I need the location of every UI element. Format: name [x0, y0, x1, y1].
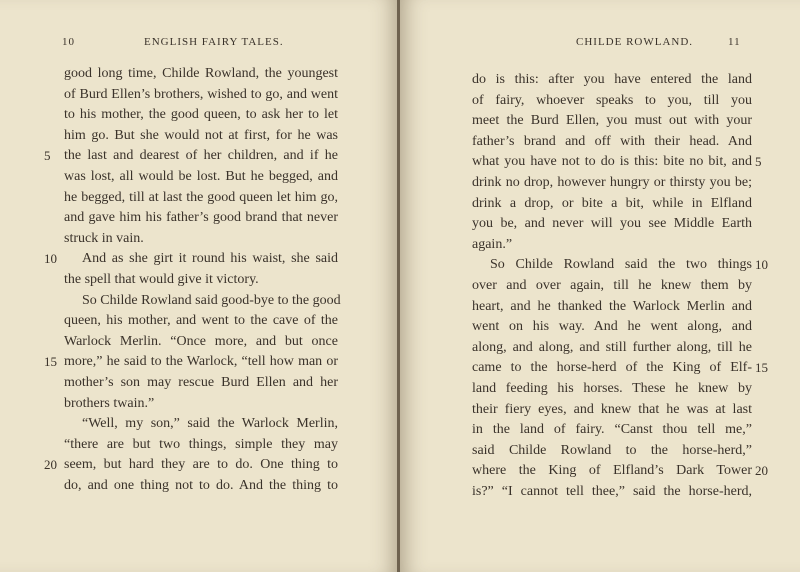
- left-page-number: 10: [62, 36, 75, 48]
- text-line: of fairy, whoever speaks to you, till you: [472, 92, 752, 108]
- left-running-title: ENGLISH FAIRY TALES.: [144, 36, 284, 48]
- text-line: him go. But she would not at first, for he was: [64, 127, 338, 143]
- text-line: father’s brand and off with their head. And: [472, 133, 752, 149]
- text-line: good long time, Childe Rowland, the youngest: [64, 66, 338, 81]
- text-line: and gave him his father’s good brand that never: [64, 210, 338, 226]
- text-line: So Childe Rowland said good-bye to the good: [82, 292, 341, 308]
- text-line: do is this: after you have entered the land: [472, 72, 752, 87]
- text-line: drink a drop, or bite a bit, while in Elfland: [472, 195, 752, 211]
- text-line: Warlock Merlin. “Once more, and but once: [64, 333, 338, 349]
- text-line: land feeding his horses. These he knew by: [472, 381, 752, 396]
- text-line: over and over again, till he knew them by: [472, 278, 752, 293]
- text-line: heart, and he thanked the Warlock Merlin and: [472, 298, 752, 314]
- right-page: [400, 0, 800, 572]
- line-number: 20: [755, 463, 768, 479]
- text-line: along, and along, and still further along, till he: [472, 339, 752, 355]
- right-running-title: CHILDE ROWLAND.: [576, 36, 694, 48]
- text-line: the last and dearest of her children, and if he: [64, 148, 338, 164]
- text-line: of Burd Ellen’s brothers, wished to go, and went: [64, 86, 338, 102]
- text-line: what you have not to do is this: bite no bit, and: [472, 154, 752, 170]
- line-number: 10: [44, 251, 57, 267]
- text-line: to his mother, the good queen, to ask her to let: [64, 107, 338, 123]
- text-line: “Well, my son,” said the Warlock Merlin,: [82, 416, 338, 432]
- line-number: 10: [755, 257, 768, 273]
- line-number: 5: [755, 154, 762, 170]
- text-line: went on his way. And he went along, and: [472, 319, 752, 335]
- text-line: drink no drop, however hungry or thirsty you be;: [472, 175, 752, 190]
- line-number: 15: [44, 354, 57, 370]
- text-line: “there are but two things, simple they may: [64, 436, 338, 452]
- line-number: 15: [755, 360, 768, 376]
- text-line: you be, and never will you see Middle Earth: [472, 216, 752, 232]
- text-line: he begged, till at last the good queen let him go,: [64, 189, 338, 205]
- line-number: 20: [44, 457, 57, 473]
- text-line: is?” “I cannot tell thee,” said the horse-herd,: [472, 484, 752, 499]
- text-line: where the King of Elfland’s Dark Tower: [472, 463, 752, 479]
- text-line: the spell that would give it victory.: [64, 272, 259, 287]
- text-line: said Childe Rowland to the horse-herd,”: [472, 442, 752, 458]
- text-line: in the land of fairy. “Canst thou tell me,”: [472, 422, 752, 438]
- text-line: brothers twain.”: [64, 395, 155, 411]
- text-line: again.”: [472, 236, 513, 252]
- right-page-number: 11: [728, 36, 741, 48]
- text-line: And as she girt it round his waist, she said: [82, 251, 338, 267]
- text-line: their fiery eyes, and knew that he was at last: [472, 401, 752, 417]
- text-line: was lost, all would be lost. But he begged, and: [64, 169, 338, 184]
- text-line: mother’s son may rescue Burd Ellen and her: [64, 375, 338, 390]
- text-line: came to the horse-herd of the King of Elf-: [472, 360, 752, 376]
- text-line: do, and one thing not to do. And the thing to: [64, 478, 338, 493]
- left-page: [0, 0, 399, 572]
- line-number: 5: [44, 148, 51, 164]
- text-line: queen, his mother, and went to the cave of the: [64, 313, 338, 329]
- text-line: struck in vain.: [64, 230, 144, 246]
- text-line: more,” he said to the Warlock, “tell how man or: [64, 354, 338, 370]
- text-line: seem, but hard they are to do. One thing to: [64, 457, 338, 473]
- text-line: So Childe Rowland said the two things: [490, 257, 752, 273]
- text-line: meet the Burd Ellen, you must out with your: [472, 113, 752, 129]
